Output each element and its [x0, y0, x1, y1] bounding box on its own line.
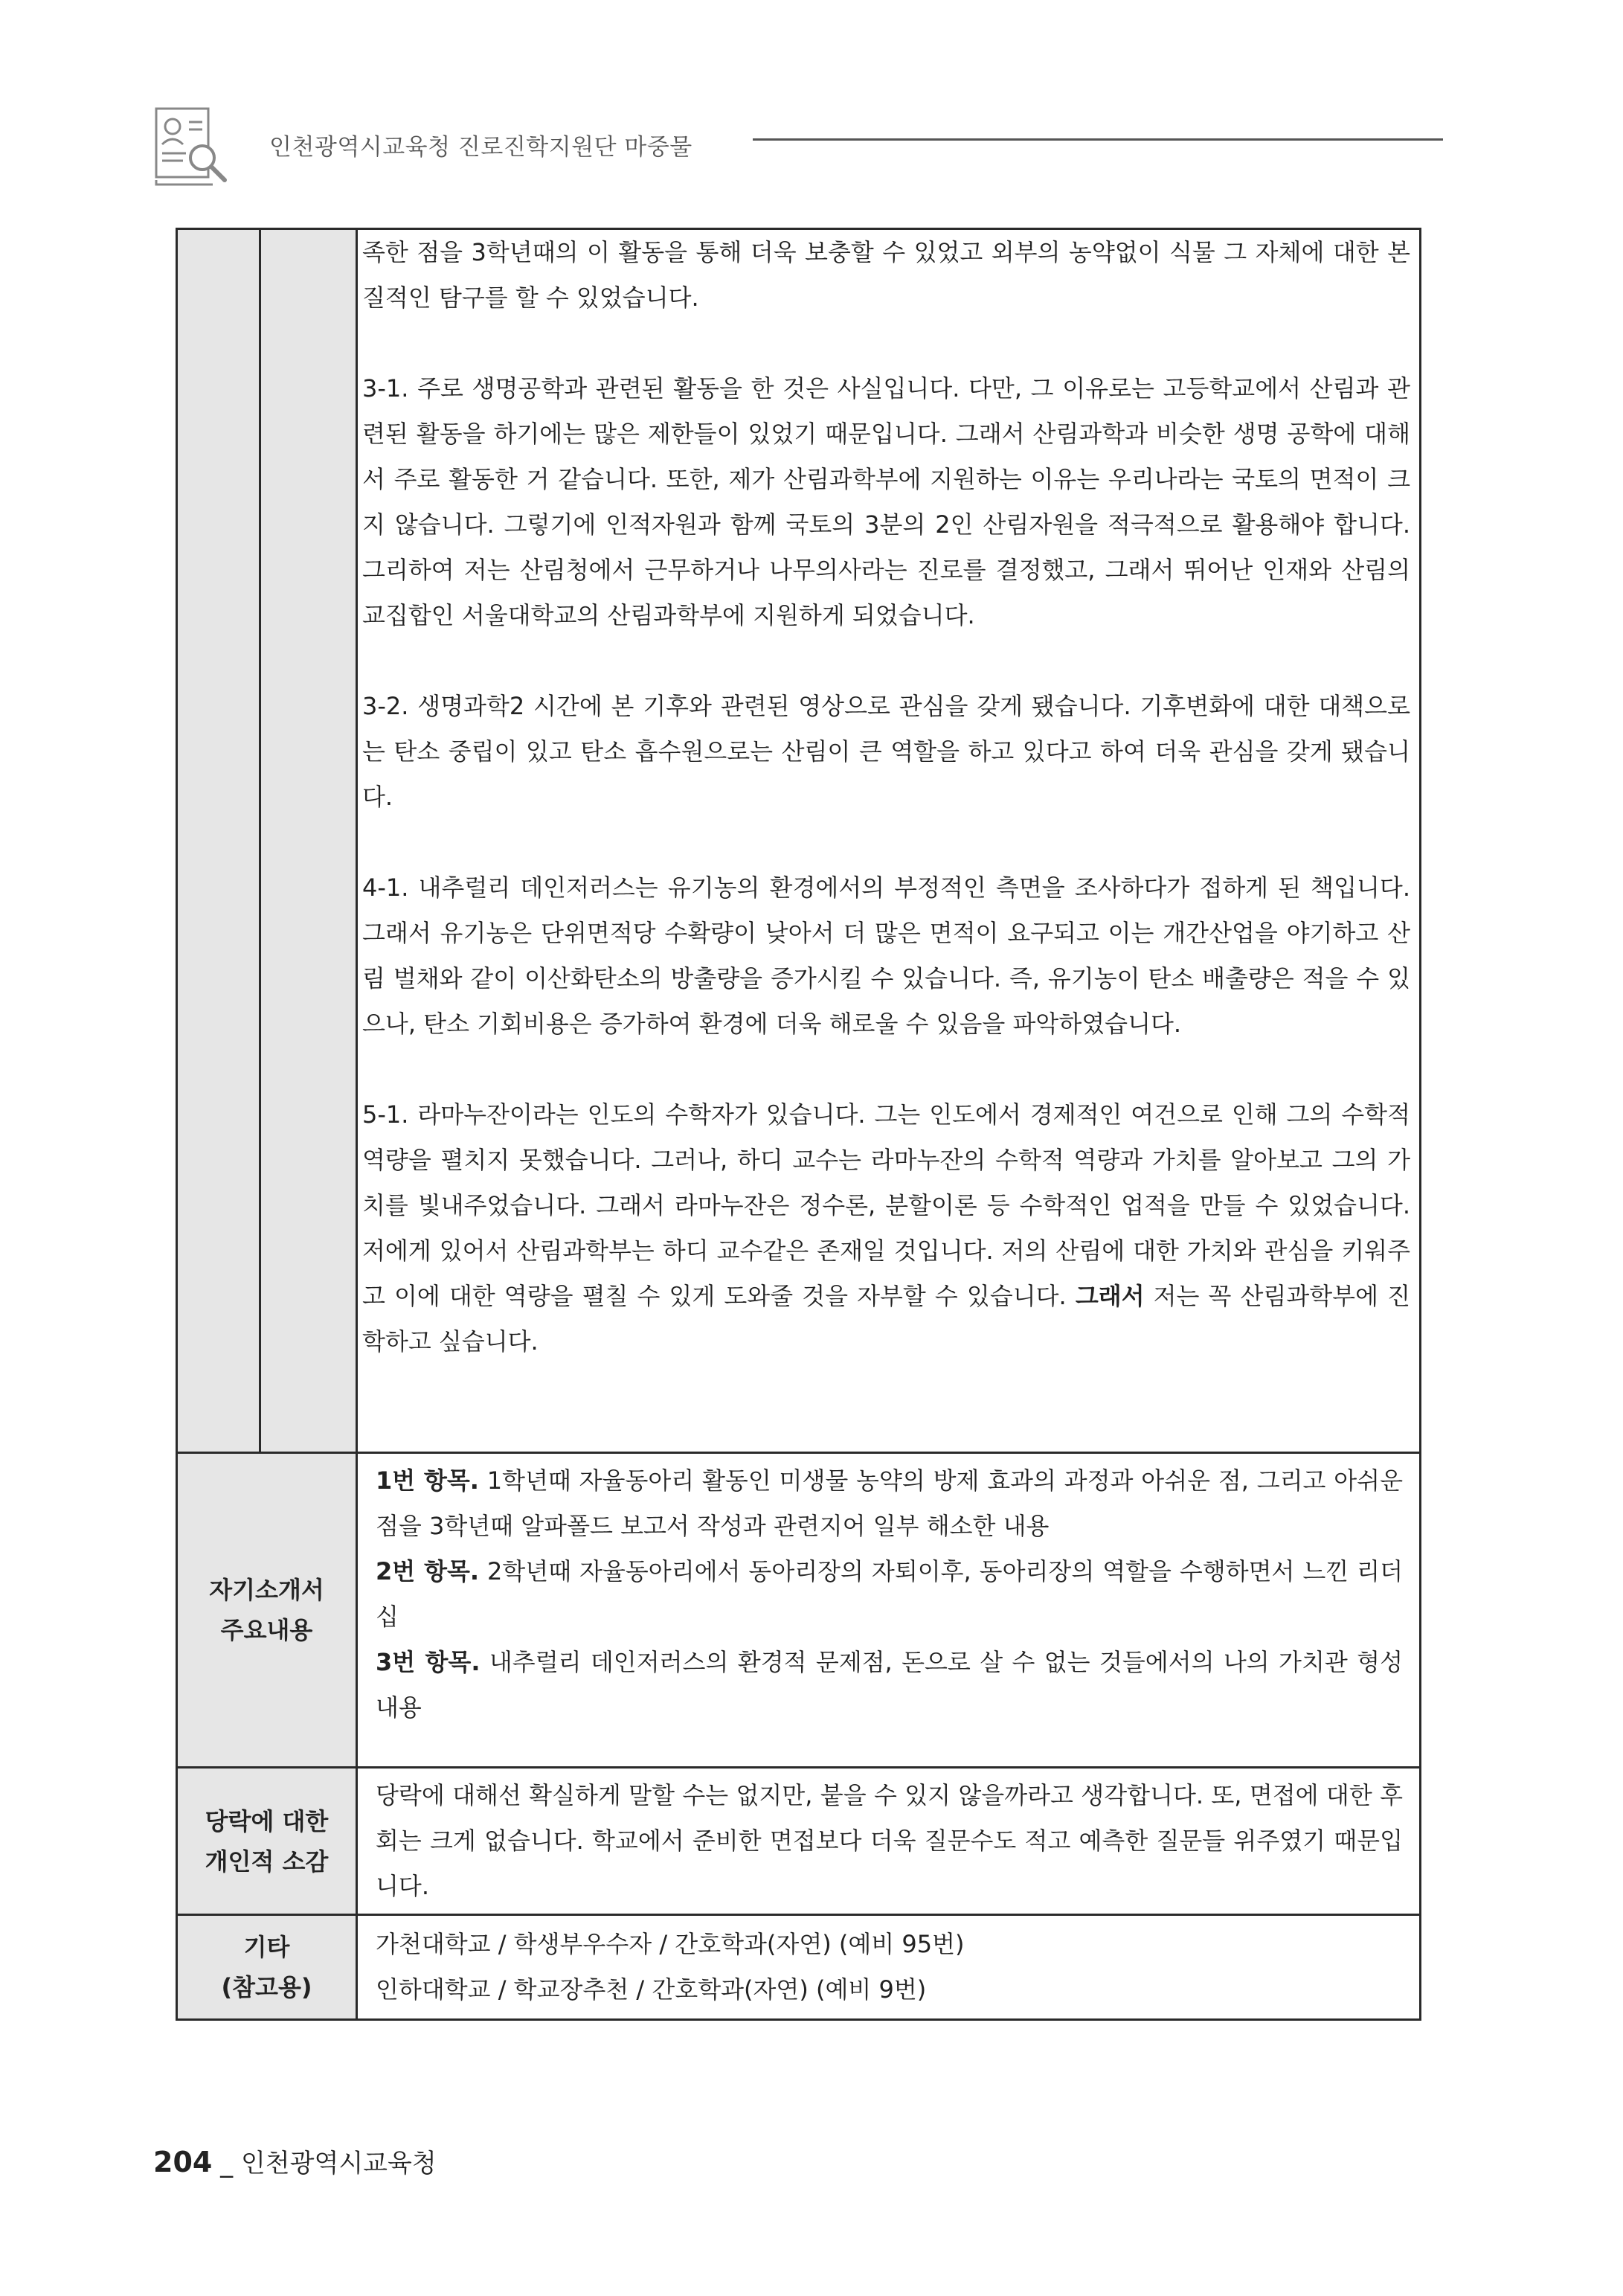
intro-item-title: 3번 항목. — [376, 1648, 481, 1676]
intro-item-text: 2학년때 자율동아리에서 동아리장의 자퇴이후, 동아리장의 역할을 수행하면서 느낀 리더십 — [376, 1557, 1403, 1631]
etc-label — [177, 1915, 357, 2020]
footer-separator: _ — [212, 2149, 241, 2178]
result-content-cell — [357, 1768, 1421, 1915]
result-row — [177, 1768, 1421, 1915]
answer-bold-word: 그래서 — [1075, 1282, 1145, 1310]
etc-line: 인하대학교 / 학교장추천 / 간호학과(자연) (예비 9번) — [376, 1975, 927, 2004]
intro-label-line1: 자기소개서 — [209, 1576, 324, 1604]
header-title: 인천광역시교육청 진로진학지원단 마중물 — [269, 134, 692, 161]
answer-paragraph: 3-1. 주로 생명공학과 관련된 활동을 한 것은 사실입니다. 다만, 그 이유로는 고등학교에서 산림과 관련된 활동을 하기에는 많은 제한들이 있었기 때문입니다. 그래서 산림과학과 비슷한 생명 공학에 대해서 주로 활동한 거 같습니다. 또한, 제가 산림과학부에 지원하는 이유는 우리나라는 국토의 면적이 크지 않습니다. 그렇기에 인적자원과 함께 국토의 3분의 2인 산림자원을 적극적으로 활용해야 합니다. 그리하여 저는 산림청에서 근무하거나 나무의사라는 진로를 결정했고, 그래서 뛰어난 인재와 산림의 교집합인 서울대학교의 산림과학부에 지원하게 되었습니다. — [362, 374, 1410, 629]
intro-item-text: 내추럴리 데인저러스의 환경적 문제점, 돈으로 살 수 없는 것들에서의 나의 가치관 형성 내용 — [376, 1648, 1403, 1722]
intro-label-line2: 주요내용 — [220, 1616, 313, 1644]
etc-row — [177, 1915, 1421, 2020]
result-label-line1: 당락에 대한 — [205, 1806, 329, 1835]
etc-label-line2: (참고용) — [221, 1973, 312, 2001]
answer-paragraph: 3-2. 생명과학2 시간에 본 기후와 관련된 영상으로 관심을 갖게 됐습니다. 기후변화에 대한 대책으로는 탄소 중립이 있고 탄소 흡수원으로는 산림이 큰 역할을 하고 있다고 하여 더욱 관심을 갖게 됐습니다. — [362, 692, 1410, 811]
result-label-line2: 개인적 소감 — [205, 1847, 329, 1876]
etc-content-cell — [357, 1915, 1421, 2020]
label-cell-empty — [177, 229, 260, 1453]
etc-label-line1: 기타 — [243, 1933, 290, 1961]
answer-text: 5-1. 라마누잔이라는 인도의 수학자가 있습니다. 그는 인도에서 경제적인 여건으로 인해 그의 수학적 역량을 펼치지 못했습니다. 그러나, 하디 교수는 라마누잔의 수학적 역량과 가치를 알아보고 그의 가치를 빛내주었습니다. 그래서 라마누잔은 정수론, 분할이론 등 수학적인 업적을 만들 수 있었습니다. 저에게 있어서 산림과학부는 하디 교수같은 존재일 것입니다. 저의 산림에 대한 가치와 관심을 키워주고 이에 대한 역량을 펼칠 수 있게 도와줄 것을 자부할 수 있습니다. — [362, 1100, 1410, 1310]
header-rule — [753, 138, 1443, 141]
intro-label — [177, 1453, 357, 1768]
intro-content — [358, 1454, 1419, 1735]
answer-text: 저는 꼭 산림과학부에 진학하고 싶습니다. — [362, 1282, 1410, 1356]
main-answer-row — [177, 229, 1421, 1453]
answer-paragraph: 4-1. 내추럴리 데인저러스는 유기농의 환경에서의 부정적인 측면을 조사하다가 접하게 된 책입니다. 그래서 유기농은 단위면적당 수확량이 낮아서 더 많은 면적이 요구되고 이는 개간산업을 야기하고 산림 벌채와 같이 이산화탄소의 방출량을 증가시킬 수 있습니다. 즉, 유기농이 탄소 배출량은 적을 수 있으나, 탄소 기회비용은 증가하여 환경에 더욱 해로울 수 있음을 파악하였습니다. — [362, 873, 1410, 1038]
document-search-icon — [153, 106, 231, 187]
intro-item — [376, 1640, 1403, 1731]
intro-summary-row — [177, 1453, 1421, 1768]
etc-line: 가천대학교 / 학생부우수자 / 간호학과(자연) (예비 95번) — [376, 1930, 965, 1958]
intro-item — [376, 1549, 1403, 1640]
page-footer — [153, 2143, 437, 2179]
result-text: 당락에 대해선 확실하게 말할 수는 없지만, 붙을 수 있지 않을까라고 생각합니다. 또, 면접에 대한 후회는 크게 없습니다. 학교에서 준비한 면접보다 더욱 질문수도 적고 예측한 질문들 위주였기 때문입니다. — [376, 1781, 1403, 1900]
page-number: 204 — [153, 2146, 213, 2178]
answer-content-cell — [357, 229, 1421, 1453]
intro-item — [376, 1458, 1403, 1549]
interview-record-table — [176, 228, 1421, 2021]
sublabel-cell-empty — [260, 229, 357, 1453]
footer-org: 인천광역시교육청 — [240, 2149, 437, 2178]
intro-item-title: 1번 항목. — [376, 1466, 479, 1495]
intro-item-title: 2번 항목. — [376, 1557, 480, 1585]
answer-paragraph: 족한 점을 3학년때의 이 활동을 통해 더욱 보충할 수 있었고 외부의 농약없이 식물 그 자체에 대한 본질적인 탐구를 할 수 있었습니다. — [362, 238, 1410, 312]
answer-content — [358, 230, 1419, 1365]
result-label — [177, 1768, 357, 1915]
intro-item-text: 1학년때 자율동아리 활동인 미생물 농약의 방제 효과의 과정과 아쉬운 점, 그리고 아쉬운 점을 3학년때 알파폴드 보고서 작성과 관련지어 일부 해소한 내용 — [376, 1466, 1403, 1540]
intro-content-cell — [357, 1453, 1421, 1768]
answer-paragraph-last — [362, 1092, 1410, 1365]
